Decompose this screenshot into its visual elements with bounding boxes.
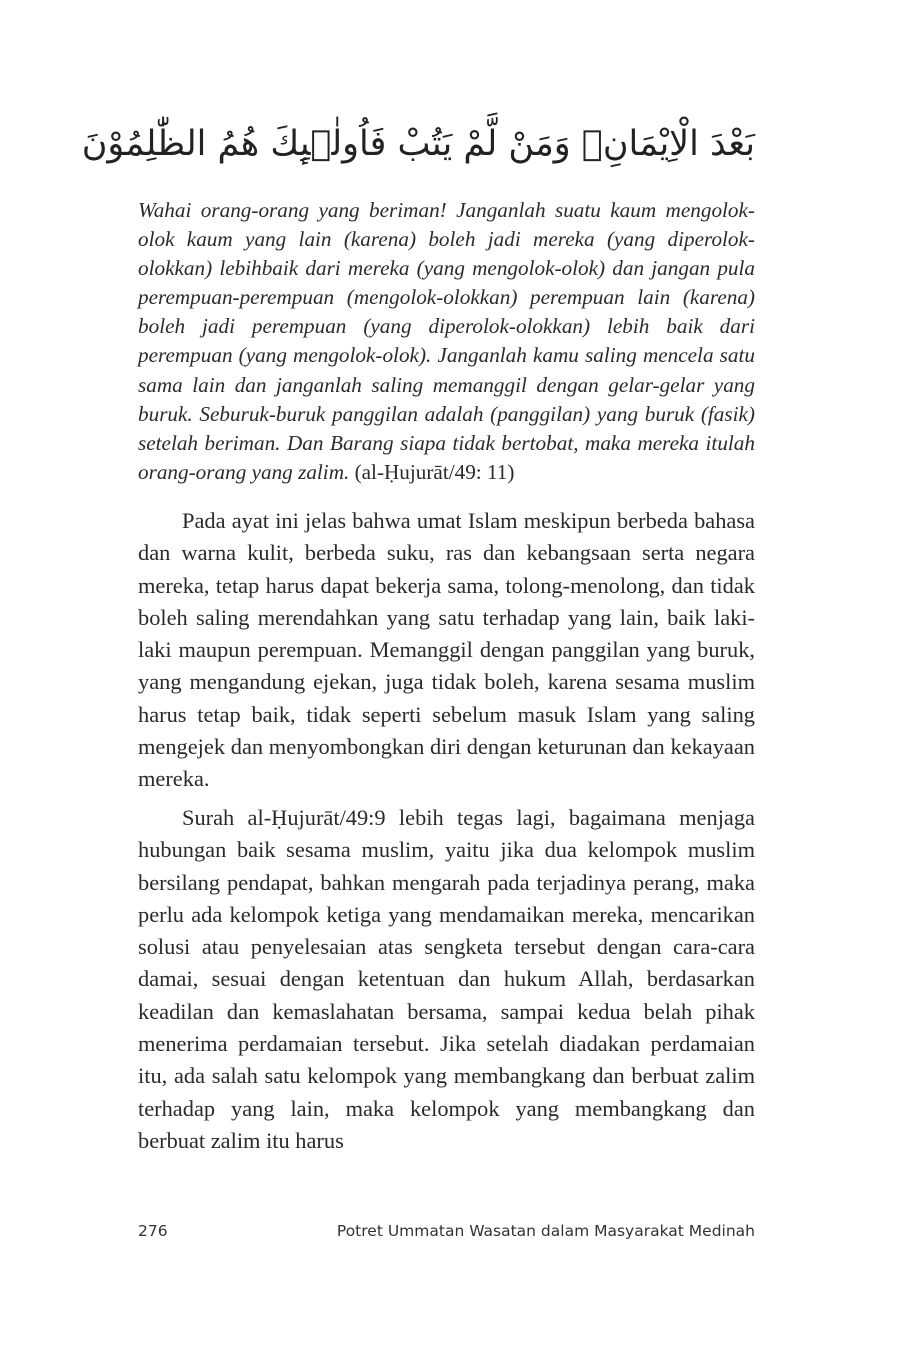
body-paragraph-2: Surah al-Ḥujurāt/49:9 lebih tegas lagi, bagaimana menjaga hubungan baik sesama muslim, yaitu jika dua kelompok muslim bersilang pendapat, bahkan mengarah pada terjadinya perang, maka perlu ada kelompok ketiga yang mendamaikan mereka, mencarikan solusi atau penyelesaian atas sengketa tersebut dengan cara-cara damai, sesuai dengan ketentuan dan hukum Allah, berdasarkan keadilan dan kemaslahatan bersama, sampai kedua belah pihak menerima perdamaian tersebut. Jika setelah diadakan perdamaian itu, ada salah satu kelompok yang membangkang dan berbuat zalim terhadap yang lain, maka kelompok yang membangkang dan berbuat zalim itu harus — [138, 805, 755, 1153]
arabic-verse: بَعْدَ الْاِيْمَانِۚ وَمَنْ لَّمْ يَتُبْ فَاُولٰۤىِٕكَ هُمُ الظّٰلِمُوْنَ — [81, 124, 755, 164]
running-title: Potret Ummatan Wasatan dalam Masyarakat Medinah — [336, 1222, 755, 1240]
page-number: 276 — [138, 1222, 168, 1240]
translation-text: Wahai orang-orang yang beriman! Janganlah suatu kaum mengolok-olok kaum yang lain (karena) boleh jadi mereka (yang diperolok-olokkan) lebihbaik dari mereka (yang mengolok-olok) dan jangan pula perempuan-perempuan (mengolok-olokkan) perempuan lain (karena) boleh jadi perempuan (yang diperolok-olokkan) lebih baik dari perempuan (yang mengolok-olok). Janganlah kamu saling mencela satu sama lain dan janganlah saling memanggil dengan gelar-gelar yang buruk. Seburuk-buruk panggilan adalah (panggilan) yang buruk (fasik) setelah beriman. Dan Barang siapa tidak bertobat, maka mereka itulah orang-orang yang zalim. — [138, 198, 755, 484]
verse-reference: (al-Ḥujurāt/49: 11) — [354, 459, 515, 484]
body-paragraph-1: Pada ayat ini jelas bahwa umat Islam meskipun berbeda bahasa dan warna kulit, berbeda suku, ras dan kebangsaan serta negara mereka, tetap harus dapat bekerja sama, tolong-menolong, dan tidak boleh saling merendahkan yang satu terhadap yang lain, baik laki-laki maupun perempuan. Memanggil dengan panggilan yang buruk, yang mengandung ejekan, juga tidak boleh, karena sesama muslim harus tetap baik, tidak seperti sebelum masuk Islam yang saling mengejek dan menyombongkan diri dengan keturunan dan kekayaan mereka. — [138, 508, 755, 792]
verse-translation — [138, 196, 755, 487]
